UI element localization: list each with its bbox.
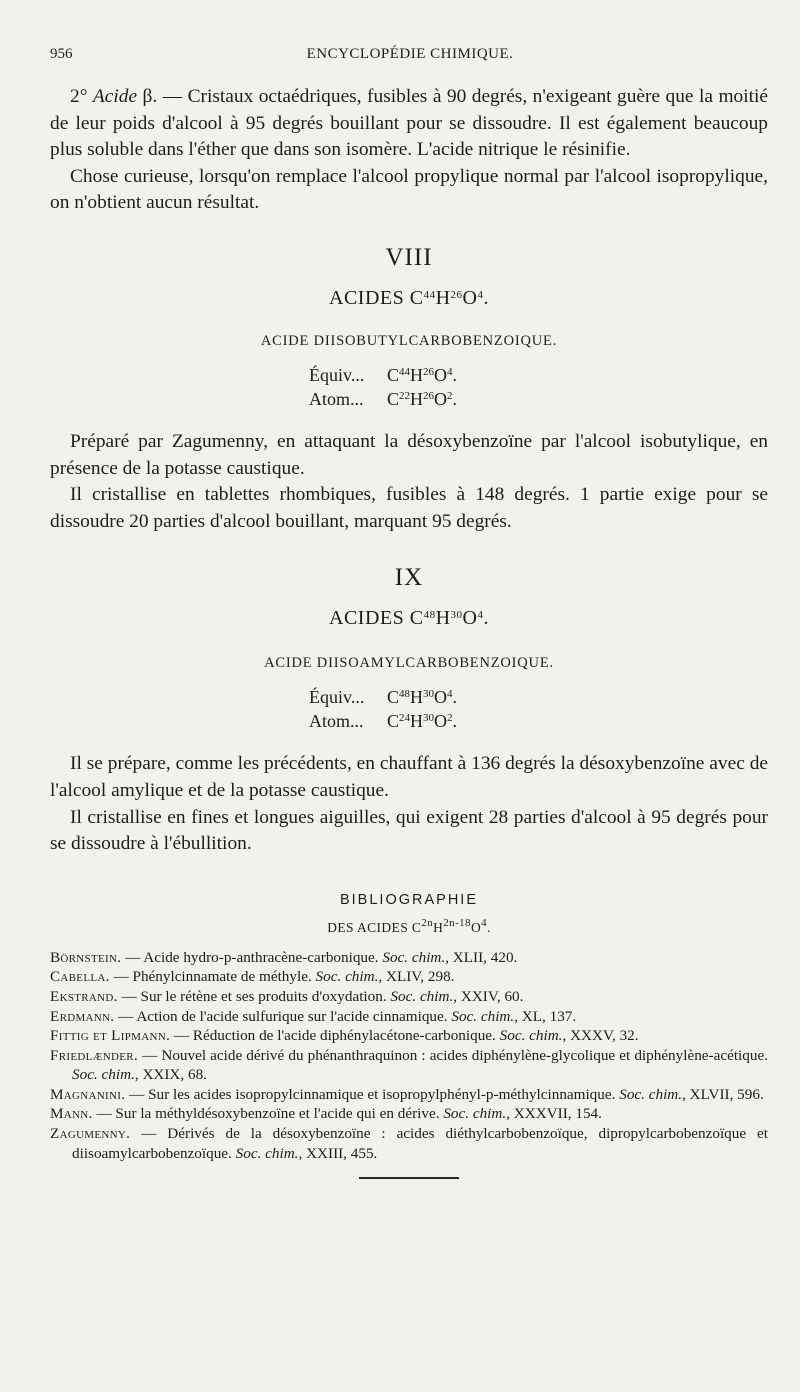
bibliography-title: BIBLIOGRAPHIE [339,891,478,908]
page-header [50,46,770,70]
section-ix-formulas [309,685,509,733]
beta-label: β. [137,86,158,107]
atom-formula: Atom... $C^{24}H^{30}O^2$. [309,711,458,732]
page-body [50,84,768,1179]
running-title: ENCYCLOPÉDIE CHIMIQUE. [306,46,514,62]
atom-formula: Atom... $C^{22}H^{26}O^2$. [309,388,458,409]
acid-label: Acide [92,86,138,107]
reference-entry: Cabella. — Phénylcinnamate de méthyle. Soc. chim., XLIV, 298. [50,968,455,986]
section-ix-paragraph-1: Il se prépare, comme les précédents, en chauffant à 136 degrés la désoxybenzoïne avec de l'alcool amylique et de la potasse caustique. [50,753,768,801]
intro-paragraph-2: Chose curieuse, lorsqu'on remplace l'alcool propylique normal par l'alcool isopropylique, on n'obtient aucun résultat. [50,165,768,214]
section-viii-paragraph-2: Il cristallise en tablettes rhombiques, fusibles à 148 degrés. 1 partie exige pour se dissoudre 20 parties d'alcool bouillant, marquant 95 degrés. [50,484,768,532]
bibliography-subtitle: DES ACIDES $C^{2n}H^{2n-18}O^4$. [327,916,491,935]
reference-entry: Fittig et Lipmann. — Réduction de l'acide diphénylacétone-carbonique. Soc. chim., XXXV, 32. [50,1027,639,1045]
intro-text: — Cristaux octaédriques, fusibles à 90 degrés, n'exigeant guère que la moitié de leur poids d'alcool à 95 degrés bouillant pour se dissoudre. Il est également beaucoup plus soluble dans l'éther que dans son isomère. L'acide nitrique le résinifie. [50,86,768,161]
reference-entry: Mann. — Sur la méthyldésoxybenzoïne et l'acide qui en dérive. Soc. chim., XXXVII, 154. [50,1105,602,1123]
reference-entry: Erdmann. — Action de l'acide sulfurique sur l'acide cinnamique. Soc. chim., XL, 137. [50,1007,577,1025]
section-numeral-viii: VIII [385,243,433,271]
section-viii-paragraph-1: Préparé par Zagumenny, en attaquant la désoxybenzoïne par l'alcool isobutylique, en présence de la potasse caustique. [50,430,768,479]
equiv-formula: Équiv... $C^{48}H^{30}O^4$. [309,687,458,708]
reference-entry: Friedlænder. — Nouvel acide dérivé du phénanthraquinon : acides diphénylène-glycolique et diphénylène-acétique. Soc. chim., XXIX, 68. [50,1046,768,1084]
bibliography-list [50,948,768,1164]
section-numeral-ix: IX [394,564,424,592]
end-rule [359,1177,459,1179]
section-ix-acid-name: ACIDE DIISOAMYLCARBOBENZOIQUE. [264,655,554,672]
reference-entry: Börnstein. — Acide hydro-p-anthracène-carbonique. Soc. chim., XLII, 420. [50,948,518,966]
equiv-formula: Équiv... $C^{44}H^{26}O^4$. [309,364,458,385]
section-viii-formulas [309,363,509,411]
page-number: 956 [50,46,73,62]
reference-entry: Ekstrand. — Sur le rétène et ses produits d'oxydation. Soc. chim., XXIV, 60. [50,987,524,1005]
section-viii-title: ACIDES $C^{44}H^{26}O^4$. [329,286,489,309]
intro-paragraph-1 [50,84,768,164]
section-viii-acid-name: ACIDE DIISOBUTYLCARBOBENZOIQUE. [260,332,558,349]
reference-entry: Magnanini. — Sur les acides isopropylcinnamique et isopropylphényl-p-méthylcinnamique. Soc. chim., XLVII, 596. [50,1085,764,1103]
item-number: 2° [70,86,93,107]
section-ix-paragraph-2: Il cristallise en fines et longues aiguilles, qui exigent 28 parties d'alcool à 95 degrés pour se dissoudre à l'ébullition. [50,806,768,855]
reference-entry: Zagumenny. — Dérivés de la désoxybenzoïne : acides diéthylcarbobenzoïque, dipropylcarbobenzoïque et diisoamylcarbobenzoïque. Soc. chim., XXIII, 455. [50,1125,768,1162]
section-ix-title: ACIDES $C^{48}H^{30}O^4$. [329,607,489,630]
